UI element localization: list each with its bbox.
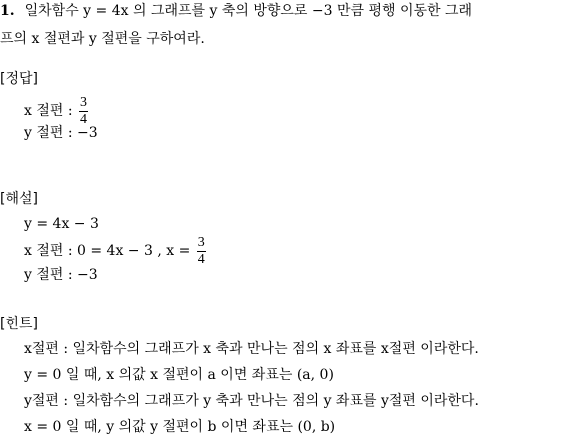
explanation-fraction <box>197 235 206 268</box>
explanation-line-1: y = 4x − 3 <box>24 216 99 232</box>
explanation-denominator: 4 <box>197 251 205 267</box>
answer-x-numerator: 3 <box>80 94 88 110</box>
hint-line-3: y절편 : 일차함수의 그래프가 y 축과 만나는 점의 y 좌표를 y절편 이라한다. <box>24 393 479 409</box>
answer-y-intercept: y 절편 : −3 <box>24 125 98 141</box>
problem-text-2: 프의 x 절편과 y 절편을 구하여라. <box>0 31 205 47</box>
problem-text-1: 일차함수 y = 4x 의 그래프를 y 축의 방향으로 −3 만큼 평행 이동한 그래 <box>24 3 473 19</box>
problem-number: 1. <box>0 3 15 19</box>
answer-x-denominator: 4 <box>80 111 88 127</box>
hint-line-2: y = 0 일 때, x 의값 x 절편이 a 이면 좌표는 (a, 0) <box>24 367 334 383</box>
hint-label: [힌트] <box>0 316 38 332</box>
explanation-line-2-prefix: x 절편 : 0 = 4x − 3 , x = <box>24 243 191 259</box>
answer-label: [정답] <box>0 71 38 87</box>
hint-line-1: x절편 : 일차함수의 그래프가 x 축과 만나는 점의 x 좌표를 x절편 이라한다. <box>24 341 479 357</box>
problem-line-1 <box>0 2 472 20</box>
problem-line-2 <box>0 30 205 48</box>
explanation-label: [해설] <box>0 191 38 207</box>
answer-x-fraction <box>79 95 88 128</box>
explanation-line-2 <box>24 232 208 270</box>
hint-line-4: x = 0 일 때, y 의값 y 절편이 b 이면 좌표는 (0, b) <box>24 419 336 435</box>
answer-x-prefix: x 절편 : <box>24 103 73 119</box>
explanation-line-3: y 절편 : −3 <box>24 267 98 283</box>
explanation-numerator: 3 <box>197 234 205 250</box>
